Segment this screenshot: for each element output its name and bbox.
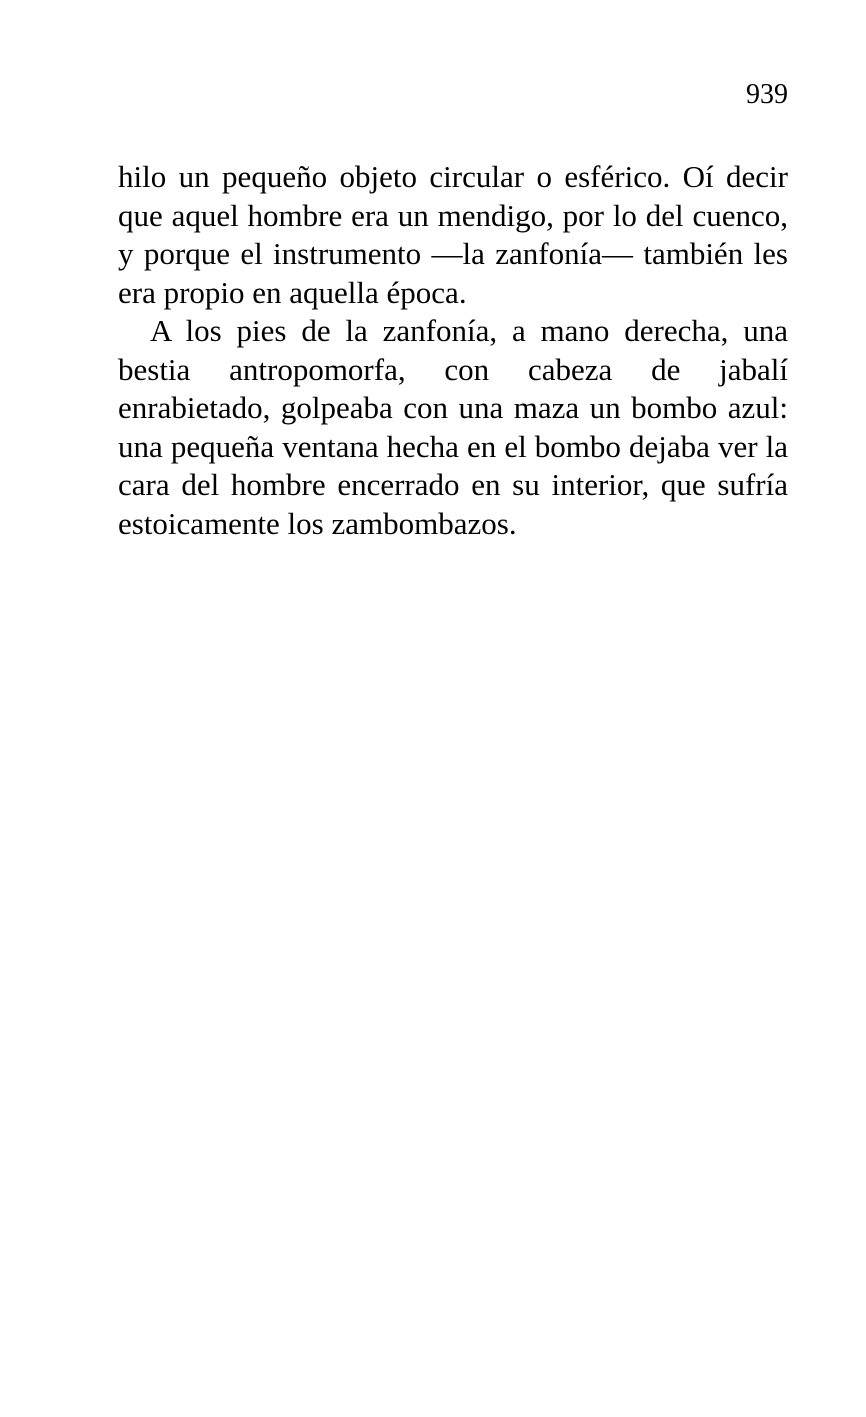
body-text <box>118 158 788 543</box>
page-number: 939 <box>746 79 788 110</box>
paragraph-bestia: A los pies de la zanfonía, a mano derecha, una bestia antropomorfa, con cabeza de jabalí enrabietado, golpeaba con una maza un bombo azul: una pequeña ventana hecha en el bombo dejaba ver la cara del hombre encerrado en su interior, que sufría estoicamente los zambombazos. <box>118 313 788 541</box>
paragraph-continuation: hilo un pequeño objeto circular o esférico. Oí decir que aquel hombre era un mendigo, por lo del cuenco, y porque el instrumento —la zanfonía— también les era propio en aquella época. <box>118 159 788 310</box>
